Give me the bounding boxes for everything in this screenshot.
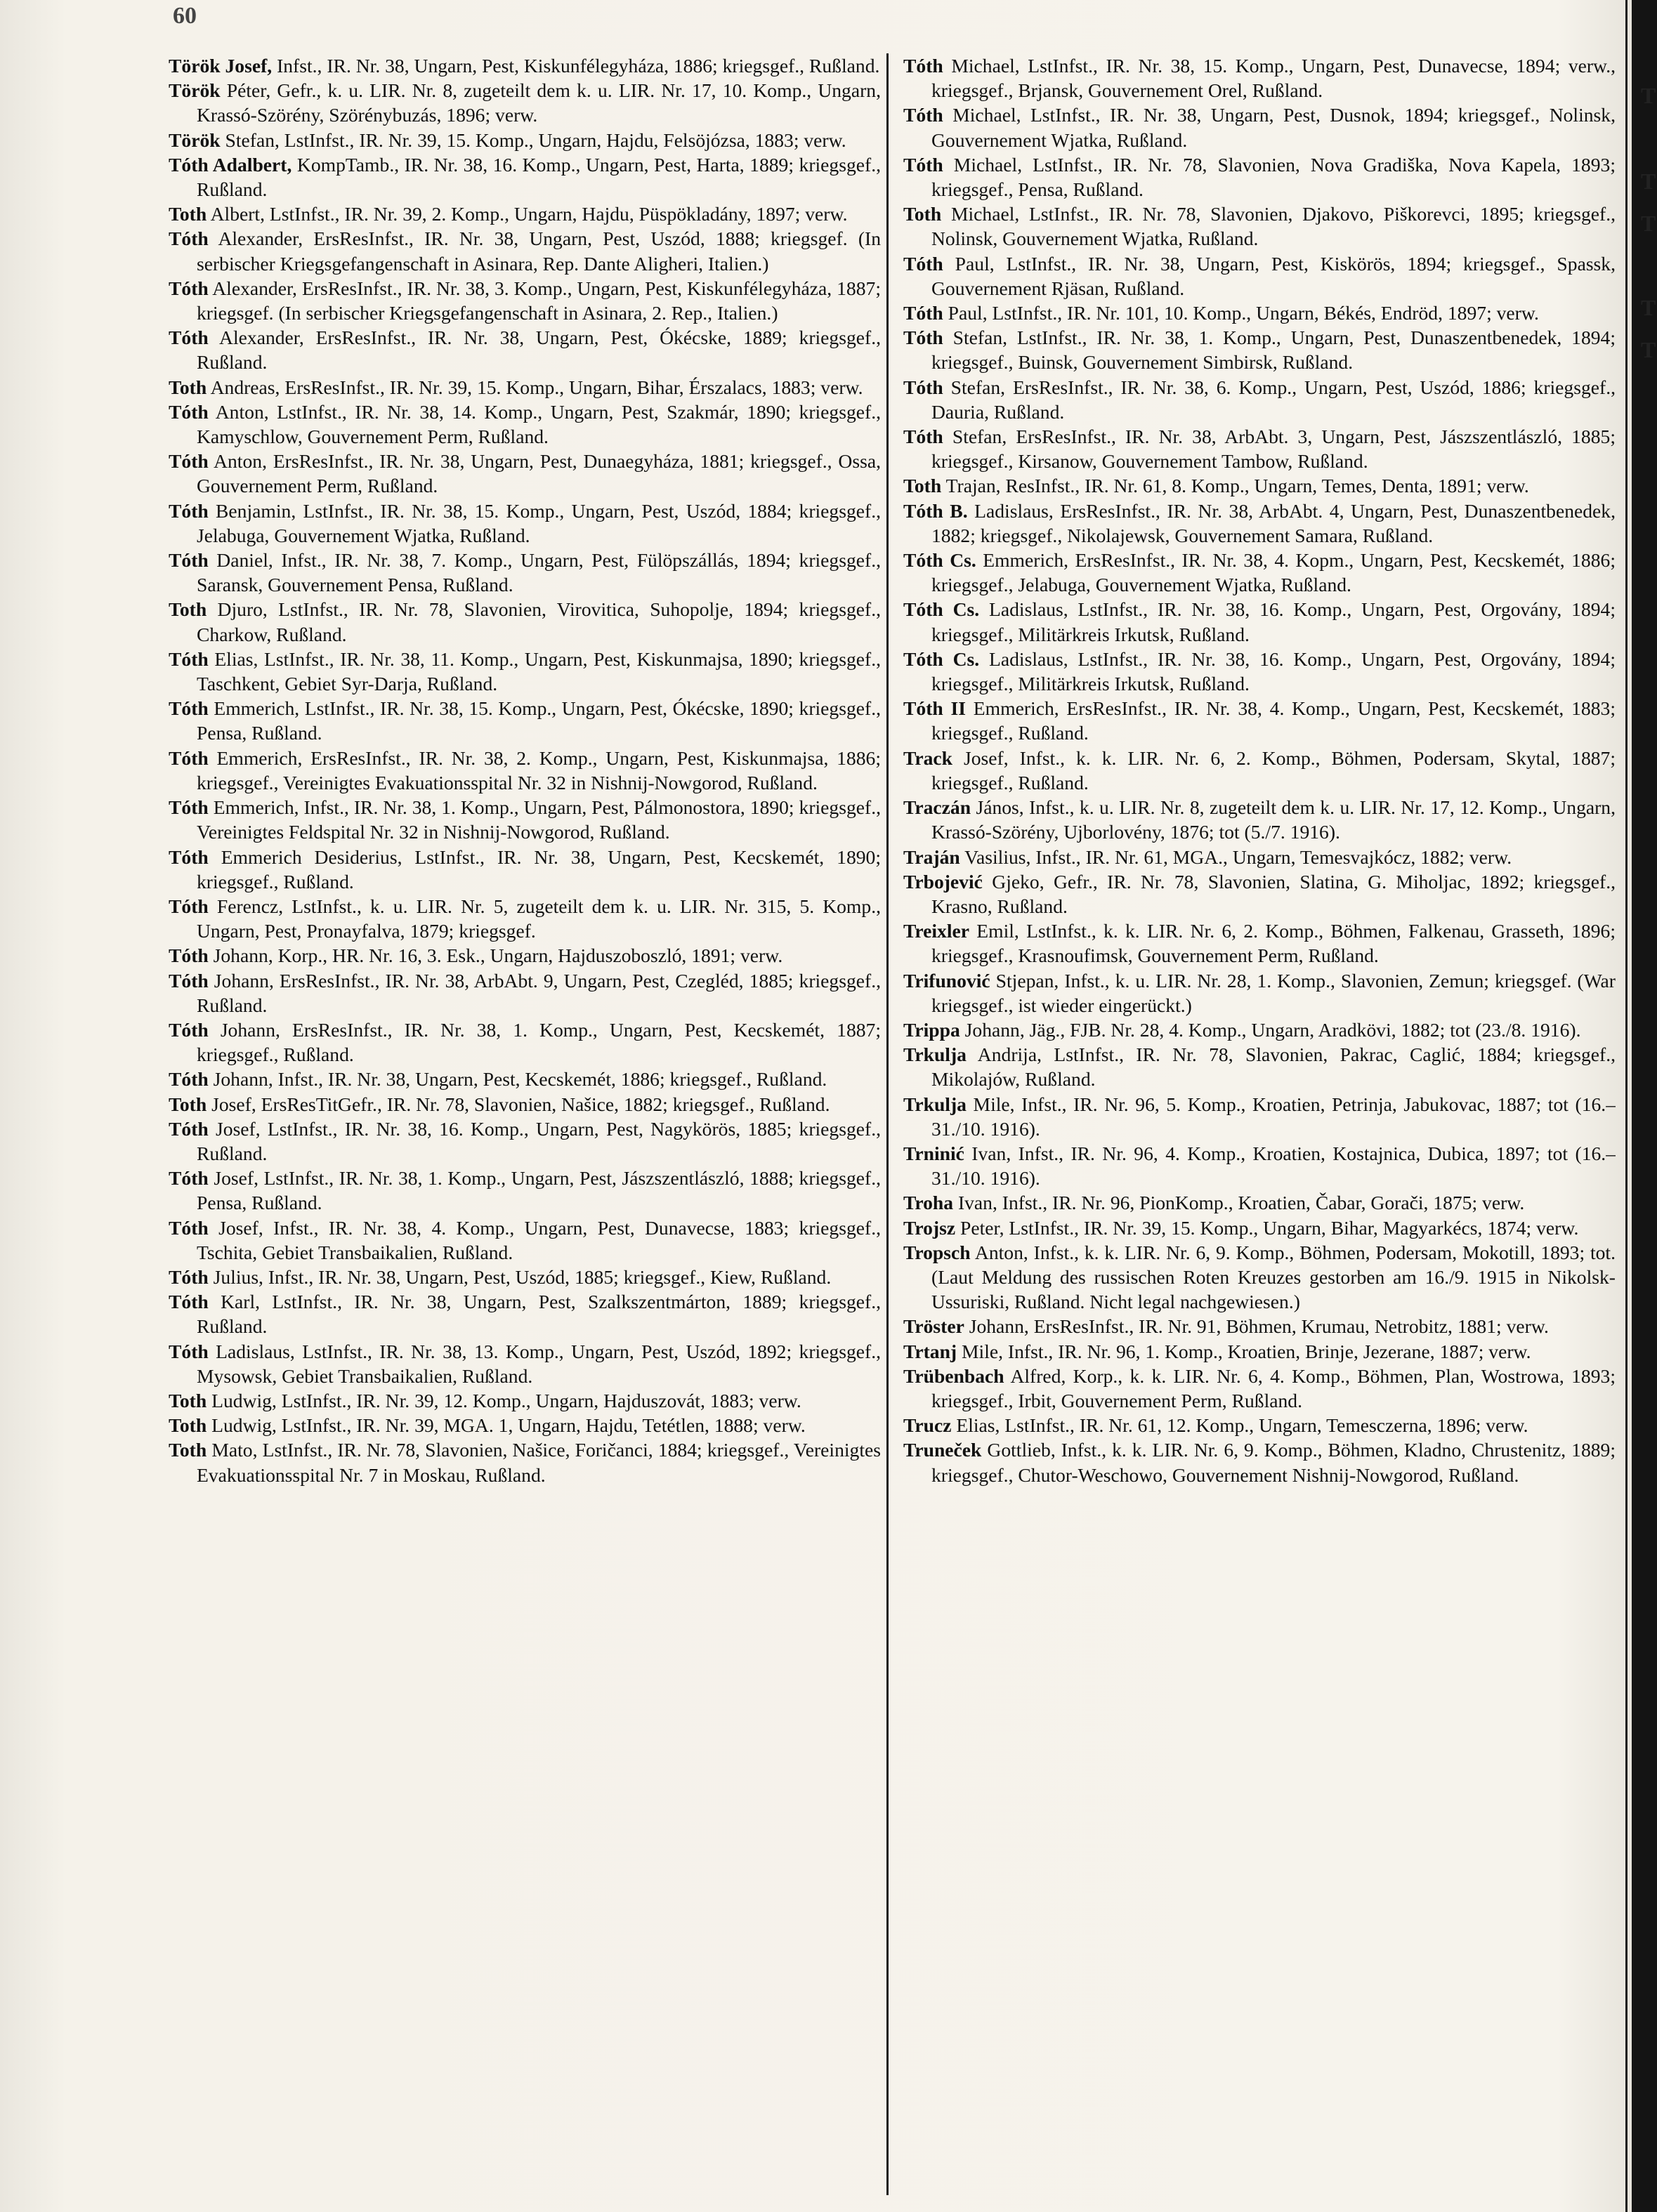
register-entry (903, 1437, 1616, 1487)
entry-details: Elias, LstInfst., IR. Nr. 38, 11. Komp., Ungarn, Pest, Kiskunmajsa, 1890; kriegsgef., Taschkent, Gebiet Syr-Darja, Rußland. (197, 647, 881, 695)
entry-details: Ferencz, LstInfst., k. u. LIR. Nr. 5, zugeteilt dem k. u. LIR. Nr. 315, 5. Komp., Ungarn, Pest, Pronayfalva, 1879; kriegsgef. (197, 895, 881, 942)
register-entry (169, 795, 881, 844)
entry-surname: Tóth (169, 1167, 209, 1190)
register-entry (169, 152, 881, 202)
entry-details: Péter, Gefr., k. u. LIR. Nr. 8, zugeteilt dem k. u. LIR. Nr. 17, 10. Komp., Ungarn, Krassó-Szörény, Szörénybuzás, 1896; verw. (197, 79, 881, 126)
register-entry (169, 1339, 881, 1388)
register-entry (903, 746, 1616, 795)
entry-surname: Tóth (169, 1265, 209, 1288)
entry-details: Mato, LstInfst., IR. Nr. 78, Slavonien, Našice, Foričanci, 1884; kriegsgef., Vereinigtes Evakuationsspital Nr. 7 in Moskau, Rußland. (197, 1439, 881, 1486)
entry-details: Elias, LstInfst., IR. Nr. 61, 12. Komp., Ungarn, Temesczerna, 1896; verw. (951, 1414, 1528, 1437)
register-entry (903, 473, 1616, 498)
register-entry (903, 1240, 1616, 1315)
register-entry (903, 301, 1616, 325)
entry-details: Stefan, LstInfst., IR. Nr. 39, 15. Komp., Ungarn, Hajdu, Felsöjózsa, 1883; verw. (220, 129, 846, 151)
side-margin-letter: T (1641, 337, 1656, 362)
register-entry (169, 1067, 881, 1091)
entry-surname: Trübenbach (903, 1364, 1004, 1387)
entry-surname: Toth (169, 1093, 207, 1115)
register-entry (169, 325, 881, 374)
entry-surname: Toth (903, 475, 942, 497)
entry-details: Emmerich, ErsResInfst., IR. Nr. 38, 4. Komp., Ungarn, Pest, Kecskemét, 1883; kriegsgef., Rußland. (931, 697, 1616, 744)
entry-details: Josef, ErsResTitGefr., IR. Nr. 78, Slavonien, Našice, 1882; kriegsgef., Rußland. (207, 1093, 830, 1115)
register-entry (903, 251, 1616, 301)
entry-surname: Török Josef, (169, 55, 273, 77)
register-entry (903, 647, 1616, 696)
entry-details: Johann, ErsResInfst., IR. Nr. 38, ArbAbt. 9, Ungarn, Pest, Czegléd, 1885; kriegsgef., Rußland. (197, 969, 881, 1016)
entry-surname: Trifunović (903, 969, 990, 992)
entry-surname: Török (169, 129, 221, 151)
entry-surname: Tóth Cs. (903, 647, 980, 670)
entry-details: Josef, LstInfst., IR. Nr. 38, 1. Komp., Ungarn, Pest, Jászszentlászló, 1888; kriegsgef., Pensa, Rußland. (197, 1167, 881, 1214)
entry-surname: Trojsz (903, 1216, 956, 1239)
entry-surname: Traján (903, 845, 960, 868)
entry-details: Peter, LstInfst., IR. Nr. 39, 15. Komp., Ungarn, Bihar, Magyarkécs, 1874; verw. (955, 1216, 1579, 1239)
entry-surname: Truneček (903, 1439, 982, 1461)
entry-surname: Tóth (903, 153, 943, 176)
entry-surname: Traczán (903, 796, 971, 819)
entry-surname: Tóth (169, 400, 209, 423)
entry-surname: Tóth (903, 376, 943, 398)
entry-surname: Toth (169, 598, 207, 621)
entry-surname: Tóth (903, 55, 943, 77)
page-edge-rule (1625, 0, 1627, 2212)
entry-details: Julius, Infst., IR. Nr. 38, Ungarn, Pest, Uszód, 1885; kriegsgef., Kiew, Rußland. (208, 1265, 832, 1288)
entry-details: Anton, Infst., k. k. LIR. Nr. 6, 9. Komp., Böhmen, Podersam, Mokotill, 1893; tot. (Laut Meldung des russischen Roten Kreuzes gestorben am 16./9. 1915 in Nikolsk-Ussuriski, Rußland. Nicht legal nachgewiesen.) (931, 1241, 1616, 1313)
register-entry (903, 795, 1616, 844)
entry-surname: Tóth (169, 944, 209, 967)
entry-surname: Toth (903, 203, 942, 225)
register-entry (903, 696, 1616, 745)
register-entry (903, 1018, 1616, 1042)
entry-details: Josef, Infst., k. k. LIR. Nr. 6, 2. Komp., Böhmen, Podersam, Skytal, 1887; kriegsgef., Rußland. (931, 746, 1616, 794)
entry-surname: Toth (169, 1414, 207, 1437)
entry-surname: Toth (169, 1439, 207, 1461)
entry-surname: Tóth (169, 1216, 209, 1239)
side-margin-letter: T (1641, 83, 1656, 108)
entry-details: Mile, Infst., IR. Nr. 96, 5. Komp., Kroatien, Petrinja, Jabukovac, 1887; tot (16.–31./10. 1916). (931, 1093, 1616, 1140)
register-entry (169, 78, 881, 127)
entry-details: Ladislaus, ErsResInfst., IR. Nr. 38, ArbAbt. 4, Ungarn, Pest, Dunaszentbenedek, 1882; kriegsgef., Nikolajewsk, Gouvernement Samara, Rußland. (931, 499, 1616, 546)
entry-details: Karl, LstInfst., IR. Nr. 38, Ungarn, Pest, Szalkszentmárton, 1889; kriegsgef., Rußland. (197, 1291, 881, 1338)
entry-details: Emmerich, Infst., IR. Nr. 38, 1. Komp., Ungarn, Pest, Pálmonostora, 1890; kriegsgef., Vereinigtes Feldspital Nr. 32 in Nishnij-Nowgorod, Rußland. (197, 796, 881, 843)
entry-surname: Tóth (169, 969, 209, 992)
entry-details: Stefan, ErsResInfst., IR. Nr. 38, ArbAbt. 3, Ungarn, Pest, Jászszentlászló, 1885; kriegsgef., Kirsanow, Gouvernement Tambow, Rußland. (931, 426, 1616, 473)
register-entry (903, 548, 1616, 597)
entry-surname: Tóth (169, 895, 209, 917)
register-entry (903, 499, 1616, 548)
register-entry (169, 746, 881, 795)
entry-details: Michael, LstInfst., IR. Nr. 38, Ungarn, Pest, Dusnok, 1894; kriegsgef., Nolinsk, Gouvernement Wjatka, Rußland. (931, 104, 1616, 151)
register-entry (169, 1413, 881, 1437)
entry-details: Infst., IR. Nr. 38, Ungarn, Pest, Kiskunfélegyháza, 1886; kriegsgef., Rußland. (272, 55, 880, 77)
register-entry (169, 276, 881, 325)
entry-surname: Tóth (903, 426, 943, 448)
entry-surname: Tóth (169, 499, 209, 522)
entry-surname: Tóth Cs. (903, 598, 980, 621)
register-entry (169, 449, 881, 498)
register-entry (169, 1018, 881, 1067)
entry-details: Johann, Korp., HR. Nr. 16, 3. Esk., Ungarn, Hajduszoboszló, 1891; verw. (208, 944, 783, 967)
entry-surname: Tóth II (903, 697, 967, 720)
register-entry (169, 1216, 881, 1265)
entry-details: Johann, Jäg., FJB. Nr. 28, 4. Komp., Ungarn, Aradkövi, 1882; tot (23./8. 1916). (960, 1018, 1581, 1041)
register-entry (169, 696, 881, 745)
entry-surname: Trtanj (903, 1340, 957, 1362)
entry-surname: Tóth (169, 1018, 209, 1041)
register-entry (169, 548, 881, 597)
entry-details: János, Infst., k. u. LIR. Nr. 8, zugeteilt dem k. u. LIR. Nr. 17, 12. Komp., Ungarn, Krassó-Szörény, Ujborlovény, 1876; tot (5./7. 1916). (931, 796, 1616, 843)
entry-details: Stefan, ErsResInfst., IR. Nr. 38, 6. Komp., Ungarn, Pest, Uszód, 1886; kriegsgef., Dauria, Rußland. (931, 376, 1616, 423)
entry-details: Michael, LstInfst., IR. Nr. 78, Slavonien, Nova Gradiška, Nova Kapela, 1893; kriegsgef., Pensa, Rußland. (931, 153, 1616, 201)
entry-details: Josef, LstInfst., IR. Nr. 38, 16. Komp., Ungarn, Pest, Nagykörös, 1885; kriegsgef., Rußland. (197, 1117, 881, 1164)
register-entry (903, 375, 1616, 424)
entry-surname: Tóth (169, 1291, 209, 1313)
entry-details: Emmerich, ErsResInfst., IR. Nr. 38, 4. Kopm., Ungarn, Pest, Kecskemét, 1886; kriegsgef., Jelabuga, Gouvernement Wjatka, Rußland. (931, 549, 1616, 596)
register-entry (169, 400, 881, 449)
register-entry (903, 1190, 1616, 1215)
entry-details: Alexander, ErsResInfst., IR. Nr. 38, Ungarn, Pest, Ókécske, 1889; kriegsgef., Rußland. (197, 327, 881, 374)
entry-details: Mile, Infst., IR. Nr. 96, 1. Komp., Kroatien, Brinje, Jezerane, 1887; verw. (957, 1340, 1531, 1362)
entry-surname: Tóth B. (903, 499, 968, 522)
register-entry (169, 647, 881, 696)
register-entry (169, 1166, 881, 1215)
entry-details: Anton, ErsResInfst., IR. Nr. 38, Ungarn, Pest, Dunaegyháza, 1881; kriegsgef., Ossa, Gouvernement Perm, Rußland. (197, 450, 881, 497)
entry-details: KompTamb., IR. Nr. 38, 16. Komp., Ungarn, Pest, Harta, 1889; kriegsgef., Rußland. (197, 153, 881, 201)
entry-surname: Tóth Cs. (903, 549, 976, 572)
entry-surname: Tóth (903, 302, 943, 324)
register-entry (903, 1042, 1616, 1091)
entry-details: Johann, ErsResInfst., IR. Nr. 38, 1. Komp., Ungarn, Pest, Kecskemét, 1887; kriegsgef., Rußland. (197, 1018, 881, 1066)
entry-surname: Treixler (903, 920, 969, 942)
entry-details: Ludwig, LstInfst., IR. Nr. 39, MGA. 1, Ungarn, Hajdu, Tetétlen, 1888; verw. (207, 1414, 806, 1437)
register-entry (169, 375, 881, 400)
entry-surname: Trninić (903, 1142, 964, 1164)
entry-details: Emmerich, ErsResInfst., IR. Nr. 38, 2. Komp., Ungarn, Pest, Kiskunmajsa, 1886; kriegsgef., Vereinigtes Evakuationsspital Nr. 32 in Nishnij-Nowgorod, Rußland. (197, 746, 881, 794)
register-entry (169, 894, 881, 943)
entry-surname: Tóth (169, 1117, 209, 1140)
entry-details: Andrija, LstInfst., IR. Nr. 78, Slavonien, Pakrac, Caglić, 1884; kriegsgef., Mikolajów, Rußland. (931, 1044, 1616, 1091)
entry-details: Djuro, LstInfst., IR. Nr. 78, Slavonien, Virovitica, Suhopolje, 1894; kriegsgef., Charkow, Rußland. (197, 598, 881, 645)
scan-edge-strip (1632, 0, 1657, 2212)
entry-details: Josef, Infst., IR. Nr. 38, 4. Komp., Ungarn, Pest, Dunavecse, 1883; kriegsgef., Tschita, Gebiet Transbaikalien, Rußland. (197, 1216, 881, 1263)
register-entry (903, 152, 1616, 202)
entry-details: Anton, LstInfst., IR. Nr. 38, 14. Komp., Ungarn, Pest, Szakmár, 1890; kriegsgef., Kamyschlow, Gouvernement Perm, Rußland. (197, 400, 881, 448)
entry-surname: Tóth (169, 228, 209, 250)
entry-surname: Tropsch (903, 1241, 971, 1263)
entry-details: Ivan, Infst., IR. Nr. 96, PionKomp., Kroatien, Čabar, Gorači, 1875; verw. (953, 1192, 1525, 1214)
register-entry (903, 1216, 1616, 1240)
register-entry (903, 1413, 1616, 1437)
entry-details: Andreas, ErsResInfst., IR. Nr. 39, 15. Komp., Ungarn, Bihar, Érszalacs, 1883; verw. (207, 376, 863, 398)
register-entry (903, 919, 1616, 968)
register-entry (903, 968, 1616, 1018)
entry-details: Paul, LstInfst., IR. Nr. 101, 10. Komp., Ungarn, Békés, Endröd, 1897; verw. (943, 302, 1539, 324)
entry-surname: Trkulja (903, 1044, 967, 1066)
entry-details: Daniel, Infst., IR. Nr. 38, 7. Komp., Ungarn, Pest, Fülöpszállás, 1894; kriegsgef., Saransk, Gouvernement Pensa, Rußland. (197, 549, 881, 596)
register-entry (903, 325, 1616, 374)
register-entry (169, 597, 881, 646)
entry-surname: Trkulja (903, 1093, 967, 1115)
entry-surname: Török (169, 79, 221, 102)
entry-surname: Tóth (169, 277, 209, 299)
right-column (903, 53, 1616, 2132)
entry-surname: Tóth (169, 1068, 209, 1091)
entry-surname: Tóth (169, 746, 209, 769)
entry-surname: Tóth (169, 845, 209, 868)
register-entry (169, 202, 881, 226)
register-entry (169, 968, 881, 1018)
entry-details: Ladislaus, LstInfst., IR. Nr. 38, 13. Komp., Ungarn, Pest, Uszód, 1892; kriegsgef., Mysowsk, Gebiet Transbaikalien, Rußland. (197, 1340, 881, 1387)
register-entry (903, 103, 1616, 152)
entry-details: Stjepan, Infst., k. u. LIR. Nr. 28, 1. Komp., Slavonien, Zemun; kriegsgef. (War kriegsgef., ist wieder eingerückt.) (931, 969, 1616, 1016)
entry-details: Trajan, ResInfst., IR. Nr. 61, 8. Komp., Ungarn, Temes, Denta, 1891; verw. (941, 475, 1529, 497)
register-entry (903, 53, 1616, 103)
side-margin-letter: T (1641, 169, 1656, 194)
entry-details: Ladislaus, LstInfst., IR. Nr. 38, 16. Komp., Ungarn, Pest, Orgovány, 1894; kriegsgef., Militärkreis Irkutsk, Rußland. (931, 647, 1616, 695)
entry-details: Ivan, Infst., IR. Nr. 96, 4. Komp., Kroatien, Kostajnica, Dubica, 1897; tot (16.–31./10. 1916). (931, 1142, 1616, 1190)
register-entry (903, 1092, 1616, 1141)
register-entry (903, 202, 1616, 251)
register-entry (903, 1364, 1616, 1413)
entry-surname: Track (903, 746, 952, 769)
register-entry (169, 499, 881, 548)
entry-surname: Trbojević (903, 870, 983, 893)
entry-details: Johann, Infst., IR. Nr. 38, Ungarn, Pest, Kecskemét, 1886; kriegsgef., Rußland. (208, 1068, 827, 1091)
register-entry (169, 128, 881, 152)
register-entry (903, 845, 1616, 869)
entry-details: Gottlieb, Infst., k. k. LIR. Nr. 6, 9. Komp., Böhmen, Kladno, Chrustenitz, 1889; kriegsgef., Chutor-Weschowo, Gouvernement Nishnij-Nowgorod, Rußland. (931, 1439, 1616, 1486)
register-entry (903, 597, 1616, 646)
entry-surname: Tóth (169, 796, 209, 819)
register-entry (169, 1117, 881, 1166)
entry-details: Ladislaus, LstInfst., IR. Nr. 38, 16. Komp., Ungarn, Pest, Orgovány, 1894; kriegsgef., Militärkreis Irkutsk, Rußland. (931, 598, 1616, 645)
entry-surname: Trippa (903, 1018, 960, 1041)
register-entry (169, 226, 881, 275)
left-column (169, 53, 881, 2132)
entry-details: Albert, LstInfst., IR. Nr. 39, 2. Komp., Ungarn, Hajdu, Püspökladány, 1897; verw. (207, 203, 848, 225)
column-divider (886, 53, 889, 2195)
entry-surname: Tröster (903, 1315, 964, 1338)
entry-details: Gjeko, Gefr., IR. Nr. 78, Slavonien, Slatina, G. Miholjac, 1892; kriegsgef., Krasno, Rußland. (931, 870, 1616, 917)
entry-surname: Troha (903, 1192, 954, 1214)
side-margin-letter: T (1641, 211, 1656, 236)
entry-surname: Tóth (169, 697, 209, 720)
register-entry (903, 424, 1616, 473)
entry-details: Johann, ErsResInfst., IR. Nr. 91, Böhmen, Krumau, Netrobitz, 1881; verw. (964, 1315, 1549, 1338)
register-entry (903, 1314, 1616, 1338)
entry-details: Michael, LstInfst., IR. Nr. 78, Slavonien, Djakovo, Piškorevci, 1895; kriegsgef., Nolinsk, Gouvernement Wjatka, Rußland. (931, 203, 1616, 250)
entry-surname: Tóth (169, 647, 209, 670)
page-number: 60 (173, 3, 197, 29)
entry-surname: Tóth (903, 327, 943, 349)
entry-surname: Tóth (169, 450, 209, 473)
entry-details: Stefan, LstInfst., IR. Nr. 38, 1. Komp., Ungarn, Pest, Dunaszentbenedek, 1894; kriegsgef., Buinsk, Gouvernement Simbirsk, Rußland. (931, 327, 1616, 374)
register-entry (903, 869, 1616, 919)
entry-surname: Tóth (903, 104, 943, 126)
entry-surname: Toth (169, 1389, 207, 1411)
register-entry (169, 1265, 881, 1289)
entry-details: Emmerich, LstInfst., IR. Nr. 38, 15. Komp., Ungarn, Pest, Ókécske, 1890; kriegsgef., Pensa, Rußland. (197, 697, 881, 744)
register-entry (903, 1141, 1616, 1190)
entry-surname: Tóth (903, 252, 943, 275)
entry-details: Alexander, ErsResInfst., IR. Nr. 38, Ungarn, Pest, Uszód, 1888; kriegsgef. (In serbischer Kriegsgefangenschaft in Asinara, Rep. Dante Aligheri, Italien.) (197, 228, 881, 275)
register-entry (903, 1339, 1616, 1364)
entry-surname: Tóth Adalbert, (169, 153, 292, 176)
entry-details: Emmerich Desiderius, LstInfst., IR. Nr. 38, Ungarn, Pest, Kecskemét, 1890; kriegsgef., Rußland. (197, 845, 881, 893)
register-entry (169, 845, 881, 894)
entry-details: Alexander, ErsResInfst., IR. Nr. 38, 3. Komp., Ungarn, Pest, Kiskunfélegyháza, 1887; kriegsgef. (In serbischer Kriegsgefangenschaft in Asinara, 2. Rep., Italien.) (197, 277, 881, 324)
entry-details: Benjamin, LstInfst., IR. Nr. 38, 15. Komp., Ungarn, Pest, Uszód, 1884; kriegsgef., Jelabuga, Gouvernement Wjatka, Rußland. (197, 499, 881, 546)
entry-details: Alfred, Korp., k. k. LIR. Nr. 6, 4. Komp., Böhmen, Plan, Wostrowa, 1893; kriegsgef., Irbit, Gouvernement Perm, Rußland. (931, 1364, 1616, 1411)
entry-surname: Toth (169, 376, 207, 398)
register-entry (169, 1388, 881, 1413)
side-margin-letter: T (1641, 295, 1656, 320)
entry-details: Ludwig, LstInfst., IR. Nr. 39, 12. Komp., Ungarn, Hajduszovát, 1883; verw. (207, 1389, 801, 1411)
entry-surname: Tóth (169, 327, 209, 349)
entry-details: Emil, LstInfst., k. k. LIR. Nr. 6, 2. Komp., Böhmen, Falkenau, Grasseth, 1896; kriegsgef., Krasnoufimsk, Gouvernement Perm, Rußland. (931, 920, 1616, 967)
entry-surname: Trucz (903, 1414, 952, 1437)
entry-surname: Tóth (169, 549, 209, 572)
entry-details: Michael, LstInfst., IR. Nr. 38, 15. Komp., Ungarn, Pest, Dunavecse, 1894; verw., kriegsgef., Brjansk, Gouvernement Orel, Rußland. (931, 55, 1616, 102)
entry-details: Vasilius, Infst., IR. Nr. 61, MGA., Ungarn, Temesvajkócz, 1882; verw. (960, 845, 1512, 868)
register-entry (169, 1437, 881, 1487)
register-entry (169, 1289, 881, 1338)
register-entry (169, 943, 881, 968)
entry-surname: Toth (169, 203, 207, 225)
register-entry (169, 53, 881, 78)
entry-surname: Tóth (169, 1340, 209, 1362)
entry-details: Paul, LstInfst., IR. Nr. 38, Ungarn, Pest, Kiskörös, 1894; kriegsgef., Spassk, Gouvernement Rjäsan, Rußland. (931, 252, 1616, 299)
register-entry (169, 1092, 881, 1117)
